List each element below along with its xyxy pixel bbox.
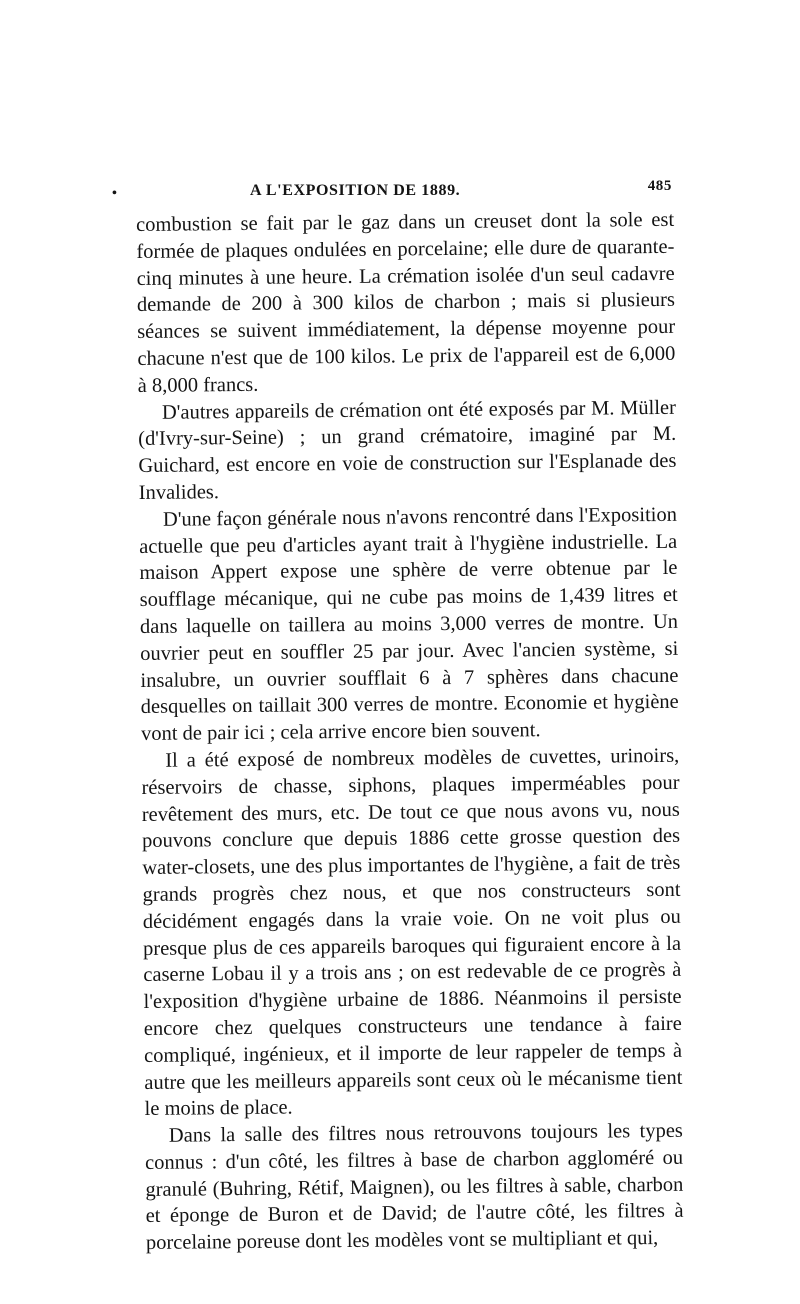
- paragraph-4: Il a été exposé de nombreux modèles de cuvettes, urinoirs, réservoirs de chasse, siphons, plaques imperméables pour revêtement des murs, etc. De tout ce que nous avons vu, nous pouvons conclure que depuis 1886 cette grosse question des water-closets, une des plus importantes de l'hygiène, a fait de très grands progrès chez nous, et que nos constructeurs sont décidément engagés dans la vraie voie. On ne voit plus ou presque plus de ces appareils baroques qui figuraient encore à la caserne Lobau il y a trois ans ; on est redevable de ce progrès à l'exposition d'hygiène urbaine de 1886. Néanmoins il persiste encore chez quelques constructeurs une tendance à faire compliqué, ingénieux, et il importe de leur rappeler de temps à autre que les meilleurs appareils sont ceux où le mécanisme tient le moins de place.: [141, 744, 683, 1121]
- paragraph-3: D'une façon générale nous n'avons rencontré dans l'Exposition actuelle que peu d'articles ayant trait à l'hygiène industrielle. La maison Appert expose une sphère de verre obtenue par le soufflage mécanique, qui ne cube pas moins de 1,439 litres et dans laquelle on taillera au moins 3,000 verres de montre. Un ouvrier peut en souffler 25 par jour. Avec l'ancien système, si insalubre, un ouvrier soufflait 6 à 7 sphères dans chacune desquelles on taillait 300 verres de montre. Economie et hygiène vont de pair ici ; cela arrive encore bien souvent.: [139, 503, 679, 746]
- running-header: [112, 178, 672, 202]
- paragraph-5: Dans la salle des filtres nous retrouvons toujours les types connus : d'un côté, les filtres à base de charbon aggloméré ou granulé (Buhring, Rétif, Maignen), ou les filtres à sable, charbon et éponge de Buron et de David; de l'autre côté, les filtres à porcelaine poreuse dont les modèles vont se multipliant et qui,: [145, 1119, 684, 1255]
- page-number: 485: [647, 178, 672, 194]
- paragraph-2: D'autres appareils de crémation ont été exposés par M. Müller (d'Ivry-sur-Seine) ; un grand crématoire, imaginé par M. Guichard, est encore en voie de construction sur l'Esplanade des Invalides.: [138, 396, 677, 504]
- running-title: A L'EXPOSITION DE 1889.: [250, 182, 461, 199]
- paragraph-1: combustion se fait par le gaz dans un creuset dont la sole est formée de plaques ondulées en porcelaine; elle dure de quarante-cinq minutes à une heure. La crémation isolée d'un seul cadavre demande de 200 à 300 kilos de charbon ; mais si plusieurs séances se suivent immédiatement, la dépense moyenne pour chacune n'est que de 100 kilos. Le prix de l'appareil est de 6,000 à 8,000 francs.: [136, 208, 676, 397]
- body-text: [136, 207, 684, 1257]
- margin-mark: •: [112, 186, 118, 201]
